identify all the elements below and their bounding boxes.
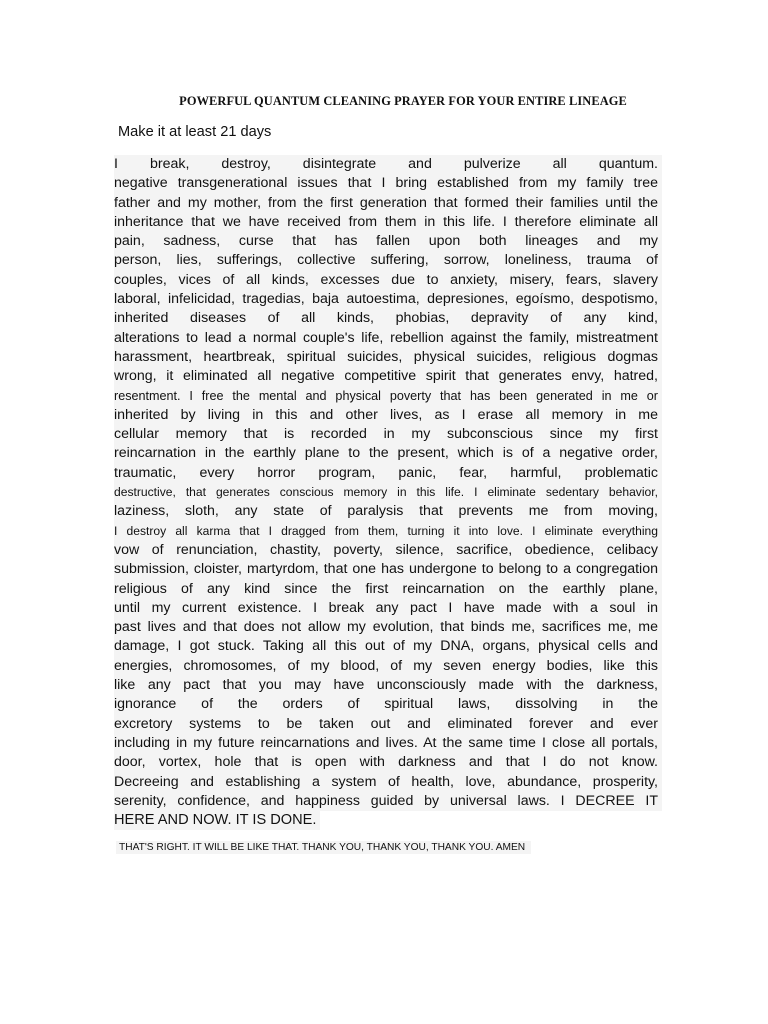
prayer-line: Decreeing and establishing a system of health, love, abundance, prosperity, <box>114 773 670 792</box>
prayer-line: destructive, that generates conscious memory in this life. I eliminate sedentary behavior, <box>114 483 670 502</box>
prayer-line: excretory systems to be taken out and eliminated forever and ever <box>114 715 670 734</box>
prayer-line: person, lies, sufferings, collective suffering, sorrow, loneliness, trauma of <box>114 251 670 270</box>
prayer-line: I break, destroy, disintegrate and pulverize all quantum. <box>114 155 670 174</box>
prayer-line: inheritance that we have received from them in this life. I therefore eliminate all <box>114 213 670 232</box>
closing-line: THAT'S RIGHT. IT WILL BE LIKE THAT. THANK YOU, THANK YOU, THANK YOU. AMEN <box>116 841 531 854</box>
prayer-line: past lives and that does not allow my evolution, that binds me, sacrifices me, me <box>114 618 670 637</box>
prayer-line: negative transgenerational issues that I bring established from my family tree <box>114 174 670 193</box>
document-title: POWERFUL QUANTUM CLEANING PRAYER FOR YOUR ENTIRE LINEAGE <box>179 94 627 108</box>
prayer-line: couples, vices of all kinds, excesses due to anxiety, misery, fears, slavery <box>114 271 670 290</box>
prayer-line: cellular memory that is recorded in my subconscious since my first <box>114 425 670 444</box>
prayer-line: until my current existence. I break any pact I have made with a soul in <box>114 599 670 618</box>
prayer-line: like any pact that you may have unconsciously made with the darkness, <box>114 676 670 695</box>
prayer-line: traumatic, every horror program, panic, fear, harmful, problematic <box>114 464 670 483</box>
prayer-line: laziness, sloth, any state of paralysis that prevents me from moving, <box>114 502 670 521</box>
prayer-line: reincarnation in the earthly plane to the present, which is of a negative order, <box>114 444 670 463</box>
prayer-line: wrong, it eliminated all negative competitive spirit that generates envy, hatred, <box>114 367 670 386</box>
prayer-line-final: HERE AND NOW. IT IS DONE. <box>114 811 670 830</box>
prayer-body <box>114 155 670 830</box>
prayer-line: vow of renunciation, chastity, poverty, silence, sacrifice, obedience, celibacy <box>114 541 670 560</box>
prayer-line: pain, sadness, curse that has fallen upon both lineages and my <box>114 232 670 251</box>
prayer-line: serenity, confidence, and happiness guided by universal laws. I DECREE IT <box>114 792 670 811</box>
prayer-line: harassment, heartbreak, spiritual suicides, physical suicides, religious dogmas <box>114 348 670 367</box>
prayer-line: laboral, infelicidad, tragedias, baja autoestima, depresiones, egoísmo, despotismo, <box>114 290 670 309</box>
prayer-line: resentment. I free the mental and physical poverty that has been generated in me or <box>114 387 670 406</box>
prayer-line: door, vortex, hole that is open with darkness and that I do not know. <box>114 753 670 772</box>
prayer-line: father and my mother, from the first generation that formed their families until the <box>114 194 670 213</box>
prayer-line: I destroy all karma that I dragged from them, turning it into love. I eliminate everything <box>114 522 670 541</box>
prayer-line: inherited by living in this and other lives, as I erase all memory in me <box>114 406 670 425</box>
prayer-line: religious of any kind since the first reincarnation on the earthly plane, <box>114 580 670 599</box>
prayer-line: inherited diseases of all kinds, phobias, depravity of any kind, <box>114 309 670 328</box>
prayer-line: including in my future reincarnations and lives. At the same time I close all portals, <box>114 734 670 753</box>
prayer-line: alterations to lead a normal couple's life, rebellion against the family, mistreatment <box>114 329 670 348</box>
prayer-line: damage, I got stuck. Taking all this out of my DNA, organs, physical cells and <box>114 637 670 656</box>
prayer-line: submission, cloister, martyrdom, that one has undergone to belong to a congregation <box>114 560 670 579</box>
prayer-line: ignorance of the orders of spiritual laws, dissolving in the <box>114 695 670 714</box>
document-subtitle: Make it at least 21 days <box>118 124 272 140</box>
prayer-line: energies, chromosomes, of my blood, of my seven energy bodies, like this <box>114 657 670 676</box>
